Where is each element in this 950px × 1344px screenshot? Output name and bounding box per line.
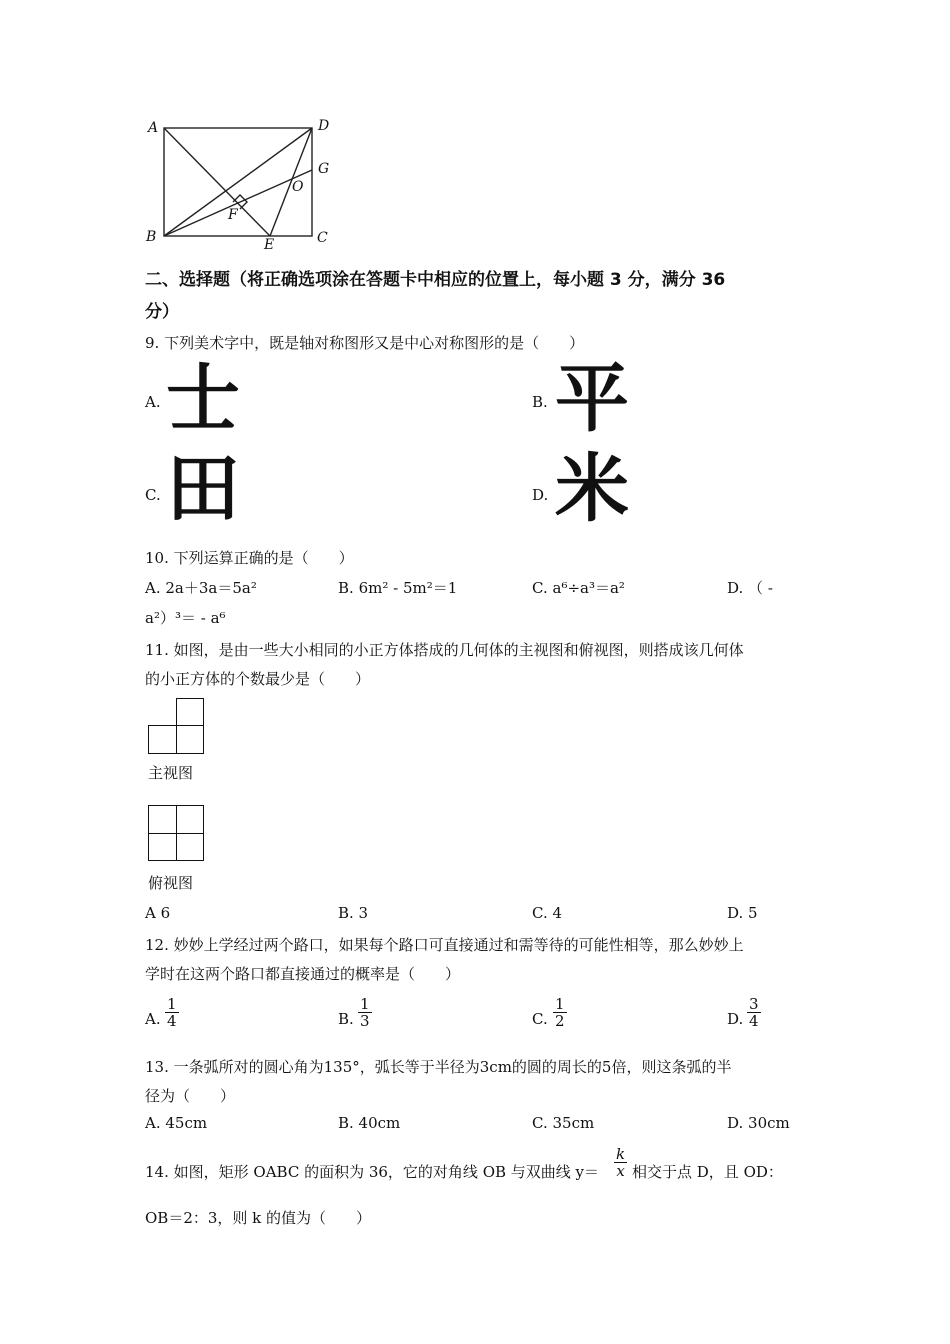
q12-option-c-label: C.: [532, 1010, 548, 1028]
label-c: C: [317, 230, 328, 246]
q10-option-d: [727, 577, 773, 598]
label-o: O: [292, 179, 304, 195]
q9-option-c-char: 田: [166, 446, 240, 532]
q14-stem-line2: OB＝2：3，则 k 的值为（ ）: [145, 1209, 372, 1227]
q12-option-b-label: B.: [338, 1010, 354, 1028]
q13-option-a: A. 45cm: [145, 1114, 208, 1132]
top-view-cell: [148, 805, 177, 834]
q12-option-c-numerator: 1: [555, 995, 565, 1013]
label-e: E: [264, 237, 275, 253]
label-d: D: [318, 118, 330, 134]
q12-option-d-denominator: 4: [749, 1012, 759, 1030]
q11-option-d: D. 5: [727, 904, 758, 922]
q12-option-d-fraction: [747, 996, 761, 1029]
q14-fraction: [614, 1146, 627, 1179]
q10-option-d-text: （ -: [748, 579, 773, 597]
section-header-line2: 分）: [145, 302, 179, 322]
front-view-cell-bottom-right: [176, 725, 204, 754]
q14-fraction-denominator: x: [616, 1162, 625, 1180]
q13-option-b: B. 40cm: [338, 1114, 401, 1132]
label-b: B: [146, 229, 157, 245]
q10-option-a-label: A.: [145, 579, 161, 597]
q9-option-c-label: C.: [145, 486, 161, 504]
q11-option-a: A 6: [145, 904, 171, 922]
q11-stem-line2: 的小正方体的个数最少是（ ）: [145, 670, 371, 688]
top-view-figure: [148, 805, 204, 861]
q12-option-b-numerator: 1: [360, 995, 370, 1013]
q10-stem: 10. 下列运算正确的是（ ）: [145, 549, 354, 567]
q13-option-d: D. 30cm: [727, 1114, 790, 1132]
front-view-caption: 主视图: [148, 764, 194, 782]
q12-option-d-label: D.: [727, 1010, 744, 1028]
q9-option-d-char: 米: [555, 446, 629, 532]
q12-option-d-numerator: 3: [749, 995, 759, 1013]
top-view-cell: [176, 833, 204, 861]
q10-option-b-text: 6m² - 5m²＝1: [358, 579, 458, 597]
q13-stem-line1: 13. 一条弧所对的圆心角为135°，弧长等于半径为3cm的圆的周长的5倍，则这条弧的半: [145, 1058, 732, 1076]
q14-stem-pre: 14. 如图，矩形 OABC 的面积为 36，它的对角线 OB 与双曲线 y＝: [145, 1163, 600, 1181]
segment-bg: [164, 170, 312, 236]
q9-option-b-label: B.: [532, 393, 548, 411]
q9-option-a-char: 士: [166, 356, 240, 442]
label-a: A: [148, 120, 159, 136]
q12-option-b-fraction: [358, 996, 372, 1029]
q12-stem-line1: 12. 妙妙上学经过两个路口，如果每个路口可直接通过和需等待的可能性相等，那么妙妙上: [145, 936, 744, 954]
q10-option-a-text: 2a＋3a＝5a²: [165, 579, 257, 597]
q12-option-a-label: A.: [145, 1010, 161, 1028]
label-g: G: [318, 161, 330, 177]
diagonal-bd: [164, 128, 312, 236]
section-header-line1: 二、选择题（将正确选项涂在答题卡中相应的位置上，每小题 3 分，满分 36: [145, 270, 726, 290]
front-view-cell-bottom-left: [148, 725, 177, 754]
q11-option-c: C. 4: [532, 904, 563, 922]
q9-option-a-label: A.: [145, 393, 161, 411]
front-view-cell-top: [176, 698, 204, 726]
q13-stem-line2: 径为（ ）: [145, 1087, 236, 1105]
q12-option-a-numerator: 1: [167, 995, 177, 1013]
q13-option-c: C. 35cm: [532, 1114, 595, 1132]
q14-stem-post: 相交于点 D，且 OD：: [632, 1163, 783, 1181]
front-view-figure: [148, 698, 204, 754]
top-view-caption: 俯视图: [148, 874, 194, 892]
label-f: F: [228, 207, 238, 223]
q11-stem-line1: 11. 如图，是由一些大小相同的小正方体搭成的几何体的主视图和俯视图，则搭成该几何体: [145, 641, 744, 659]
top-view-cell: [148, 833, 177, 861]
q10-option-a: [145, 577, 257, 598]
q12-option-a-denominator: 4: [167, 1012, 177, 1030]
segment-ae: [164, 128, 270, 236]
q12-stem-line2: 学时在这两个路口都直接通过的概率是（ ）: [145, 965, 461, 983]
q10-option-c: [532, 577, 625, 598]
q10-option-d-label: D.: [727, 579, 744, 597]
q12-option-c-denominator: 2: [555, 1012, 565, 1030]
segment-de: [270, 128, 312, 236]
geometry-figure: [140, 112, 350, 257]
q10-option-b: [338, 577, 457, 598]
q12-option-b-denominator: 3: [360, 1012, 370, 1030]
q12-option-c-fraction: [553, 996, 567, 1029]
q9-stem: 9. 下列美术字中，既是轴对称图形又是中心对称图形的是（ ）: [145, 334, 585, 352]
q10-option-b-label: B.: [338, 579, 354, 597]
q9-option-b-char: 平: [555, 356, 629, 442]
top-view-cell: [176, 805, 204, 834]
q9-option-d-label: D.: [532, 486, 549, 504]
q11-option-b: B. 3: [338, 904, 369, 922]
q10-option-d-continued: a²）³＝ - a⁶: [145, 609, 226, 627]
q10-option-c-label: C.: [532, 579, 548, 597]
q12-option-a-fraction: [165, 996, 179, 1029]
q14-fraction-numerator: k: [616, 1145, 626, 1163]
q10-option-c-text: a⁶÷a³＝a²: [552, 579, 625, 597]
